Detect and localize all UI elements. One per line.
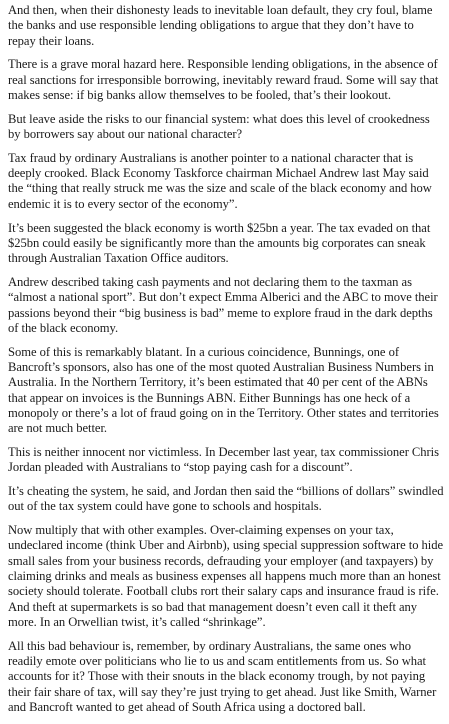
paragraph-bad-behaviour: All this bad behaviour is, remember, by ordinary Australians, the same ones who readily emote over politicians who lie to us and scam entitlements from us. So what accounts for it? Those with their snouts in the black economy trough, by not paying their fair share of tax, will say they’re just trying to get ahead. Just like Smith, Warner and Bancroft wanted to get ahead of South Africa using a doctored ball. [8, 638, 437, 714]
paragraph-moral-hazard: There is a grave moral hazard here. Responsible lending obligations, in the absence of real sanctions for irresponsible borrowing, inevitably reward fraud. Some will say that makes sense: if big banks allow themselves to be fooled, that’s their lookout. [8, 57, 439, 102]
paragraph-national-sport: Andrew described taking cash payments and not declaring them to the taxman as “almost a national sport”. But don’t expect Emma Alberici and the ABC to move their passions beyond their “big business is bad” meme to explore fraud in the dark depths of the black economy. [8, 274, 438, 335]
paragraph-other-examples: Now multiply that with other examples. Over-claiming expenses on your tax, undeclared income (think Uber and Airbnb), using special suppression software to hide small sales from your business records, defrauding your employer (and taxpayers) by claiming drinks and meals as business expenses all happens much more than an honest society should tolerate. Football clubs rort their salary caps and insurance fraud is rife. And theft at supermarkets is so bad that management doesn’t even call it theft any more. In an Orwellian twist, it’s called “shrinkage”. [8, 523, 444, 629]
paragraph-tax-fraud: Tax fraud by ordinary Australians is another pointer to a national character that is deeply crooked. Black Economy Taskforce chairman Michael Andrew last May said the “thing that really struck me was the size and scale of the black economy and how endemic it is to every sector of the economy”. [8, 150, 432, 211]
paragraph-national-character: But leave aside the risks to our financial system: what does this level of crookedness by borrowers say about our national character? [8, 111, 430, 142]
paragraph-loan-default: And then, when their dishonesty leads to inevitable loan default, they cry foul, blame the banks and use responsible lending obligations to argue that they don’t have to repay their loans. [8, 3, 433, 48]
article-body [8, 3, 444, 724]
paragraph-cheating-system: It’s cheating the system, he said, and Jordan then said the “billions of dollars” swindled out of the tax system could have gone to schools and hospitals. [8, 484, 444, 514]
paragraph-black-economy-value: It’s been suggested the black economy is worth $25bn a year. The tax evaded on that $25bn could easily be significantly more than the amounts big corporates can sneak through Australian Taxation Office auditors. [8, 220, 431, 266]
paragraph-not-victimless: This is neither innocent nor victimless. In December last year, tax commissioner Chris Jordan pleaded with Australians to “stop paying cash for a discount”. [8, 444, 439, 475]
paragraph-bunnings-abn: Some of this is remarkably blatant. In a curious coincidence, Bunnings, one of Bancroft’s sponsors, also has one of the most quoted Australian Business Numbers in Australia. In the Northern Territory, it’s been estimated that 40 per cent of the ABNs that appear on invoices is the Bunnings ABN. Either Bunnings has one heck of a monopoly or there’s a lot of fraud going on in the Territory. Other states and territories are not much better. [8, 344, 439, 436]
